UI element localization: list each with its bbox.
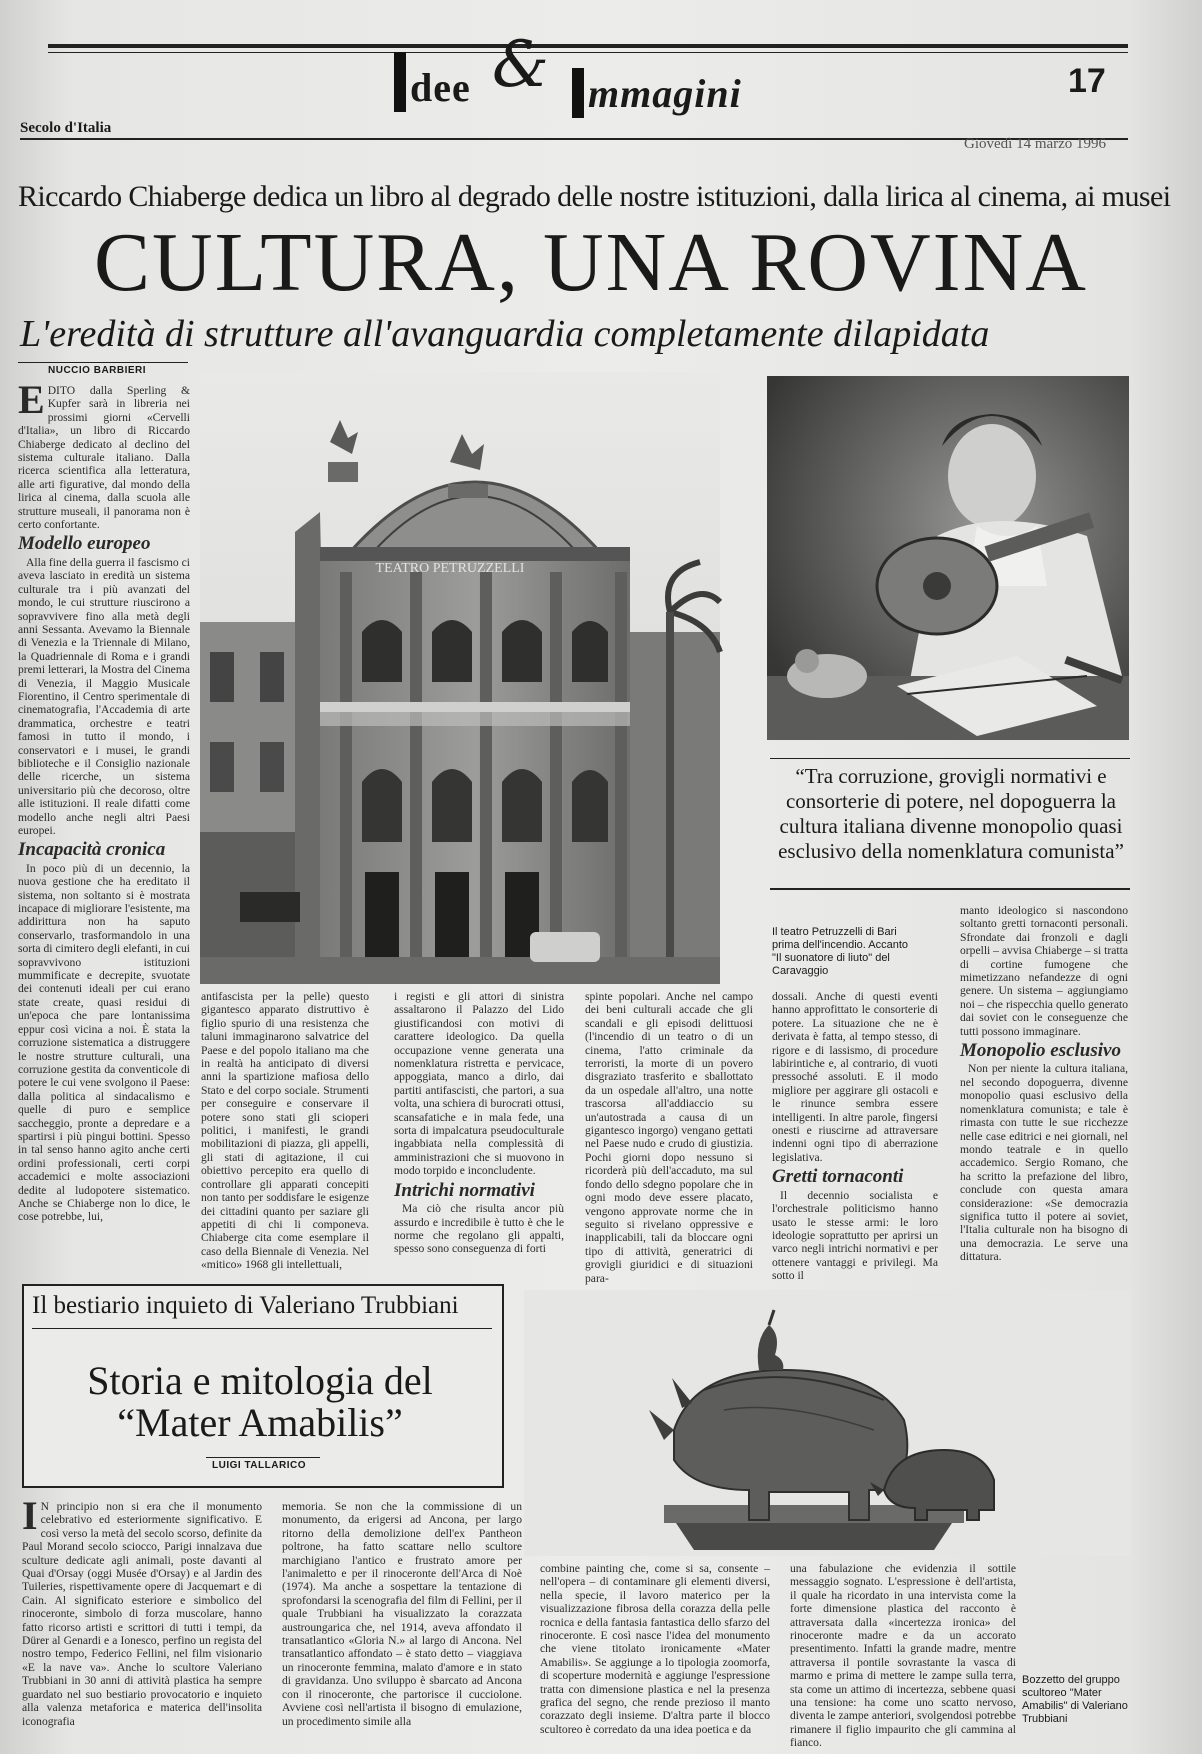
column-2-text: antifascista per la pelle) questo gigantesco apparato distruttivo è figlio spurio di una resistenza che taluni immaginarono salvatrice del Paese e del popolo italiano ma che in realtà ha anticipato di diversi anni la spartizione mafiosa dello Stato e del corpo sociale. Strumenti per conseguire e conservare il potere sono stati gli scioperi politici, i manifesti, le grandi mobilitazioni di piazza, gli appelli, gli stati di agitazione, il cui obiettivo percepito era quello di controllare gli apparati concepiti non tanto per soddisfare le esigenze dei cittadini quanto per saziare gli appetiti di chi li componeva. Chiaberge cita come esemplare il caso della Biennale di Venezia. Nel «mitico» 1968 gli intellettuali, [201, 990, 369, 1272]
section-text-modello: Alla fine della guerra il fascismo ci aveva lasciato in eredità un sistema culturale tra i più avanzati del mondo, le cui strutture riuscirono a sopravvivere fino alla metà degli anni Sessanta. Avevamo la Biennale di Venezia e la Triennale di Milano, la Quadriennale di Roma e i grandi premi letterari, la Mostra del Cinema di Venezia, il Maggio Musicale Fiorentino, il Centro sperimentale di cinematografia, l'Accademia di arte drammatica, orchestre e teatri famosi in tutto il mondo, i conservatori e i musei, le grandi biblioteche e il Consiglio nazionale delle ricerche, un sistema universitario più che decoroso, oltre alle istituzioni. Il reale difatti come modello anche negli altri Paesi europei. [18, 555, 190, 837]
section-heading-gretti: Gretti tornaconti [772, 1166, 904, 1188]
issue-date: Giovedì 14 marzo 1996 [964, 136, 1107, 152]
column-6-text: manto ideologico si nascondono soltanto gretti tornaconti personali. Sfrondate dai fronzoli e dagli orpelli – avvisa Chiaberge – si tratta di cortine fumogene che mimetizzano nefandezze di ogni genere. Un sistema – aggiungiamo noi – che rispecchia quello generato dai soviet con le conseguenze che tutti possono immaginare. [960, 904, 1128, 1038]
section-text-gretti: Il decennio socialista e l'orchestrale politicismo hanno usato le stesse armi: le loro ideologie soprattutto per aprirsi un varco negli intrichi normativi e per ottenere vantaggi e privilegi. Ma sotto il [772, 1188, 938, 1283]
section-title-part2: mmagini [588, 71, 742, 116]
secondary-column-4 [790, 1562, 1016, 1750]
column-4-text: spinte popolari. Anche nel campo dei beni culturali accade che gli scandali e gli episodi delittuosi (l'incendio di un teatro o di un cinema, l'atto criminale da terroristi, la morte di un povero disgraziato trasferito e sballottato da un ospedale all'altro, una notte trascorsa all'addiaccio su un'autostrada a causa di un gigantesco ingorgo) vengano gettati nel Paese nudo e crudo di giustizia. Pochi giorni dopo nessuno si ricorderà più dell'accaduto, ma sul fondo dello sdegno popolare che in ogni modo deve essere placato, vengono approvate norme che in seguito si rivelano oppressive e inapplicabili, tali da bloccare ogni tipo di attività, generatrici di grovigli giuridici e di situazioni para- [585, 990, 753, 1285]
article-column-6 [960, 904, 1128, 1264]
secondary-column-1 [22, 1493, 262, 1730]
secondary-column-2-text: memoria. Se non che la commissione di un monumento, da erigersi ad Ancona, per largo ritorno della demolizione dell'ex Pantheon poltrone, ha fatto scattare nello scultore marchigiano l'antico e frustrato amore per l'animaletto e per il rinoceronte dell'Arca di Noè (1974). Ma anche a sospettare la tentazione di sprofondarsi la scenografia del film di Fellini, per il quale Trubbiani ha visualizzato la corazzata austroungarica che, nel 1914, aveva affondato il transatlantico «Gloria N.» al largo di Ancona. Nel transatlantico affondato – è stato detto – viaggiava un rinoceronte femmina, malato d'amore e in stato di gravidanza. Uno sviluppo è sbarcato ad Ancona con il rinoceronte, che partorisce il cucciolone. Avviene così nell'artista il bisogno di emulazione, un procedimento simile alla [282, 1500, 522, 1728]
article-byline: NUCCIO BARBIERI [48, 365, 147, 376]
article-column-2 [201, 990, 369, 1272]
secondary-column-1-text: N principio non si era che il monumento celebrativo ed esteriormente significativo. E così verso la metà del secolo scorso, definite da Paul Morand secolo sciocco, Parigi innalzava due sculture dedicate agli animali, poste davanti al Quai d'Orsay (oggi Musée d'Orsay) e al Jardin des Tuileries, rispettivamente opere di Jacquemart e di Cain. Al significato esteriore e simbolico del rinoceronte, simbolo di forza muscolare, hanno fatto ricorso artisti e scrittori di tutti i tempi, da Dürer al Genardi e a Ionesco, perfino un regista del nostro tempo, Federico Fellini, nel film visionario «E la nave va». Anche lo scultore Valeriano Trubbiani in 30 anni di attività plastica ha sempre guardato nel suo bestiario provocatorio e inquieto alla valenza metaforica e materica dell'insolita iconografia [22, 1500, 262, 1728]
secondary-title: Storia e mitologia del “Mater Amabilis” [87, 1358, 433, 1445]
column-5-text: dossali. Anche di questi eventi hanno approfittato le consorterie di potere. La situazione che ne è derivata è fatta, al tempo stesso, di rigore e di lassismo, di procedure labirintiche e, al contrario, di vuoti pressoché assoluti. E il modo migliore per aggirare gli ostacoli e le rinunce sembra essere intelligenti. In altre parole, fingersi onesti e riuscirne ad attraversare indenni ogni tipo di aberrazione legislativa. [772, 990, 938, 1164]
article-intro: DITO dalla Sperling & Kupfer sarà in libreria nei prossimi giorni «Cervelli d'Italia», un libro di Riccardo Chiaberge dedicato al declino del sistema culturale italiano. Dalla ricerca scientifica alla letteratura, alle arti figurative, dal mondo della lirica al cinema, dalla scuola alle strutture museali, il panorama non è certo confortante. [18, 384, 190, 532]
column-3-text: i registi e gli attori di sinistra assaltarono il Palazzo del Lido giustificandosi con motivi di carattere ideologico. Da quella occupazione venne generata una nomenklatura ristretta e pervicace, appoggiata, manco a dirlo, dai partiti antifascisti, che partori, a sua volta, una schiera di burocrati ottusi, scansafatiche e in mala fede, una sorta di impalcatura pseudoculturale ingabbiata nella complessità di amministrazioni che si muovono in modo torpido e inconcludente. [394, 990, 564, 1178]
section-bar-1 [394, 52, 406, 112]
secondary-column-3 [540, 1562, 770, 1736]
article-kicker: Riccardo Chiaberge dedica un libro al degrado delle nostre istituzioni, dalla lirica al cinema, ai musei [18, 180, 1171, 213]
article-headline: CULTURA, UNA ROVINA [94, 216, 1088, 309]
photo-caption: Il teatro Petruzzelli di Bari prima dell'incendio. Accanto "Il suonatore di liuto" del Caravaggio [772, 926, 909, 977]
secondary-rule [32, 1328, 492, 1329]
secondary-drop-cap: I [22, 1493, 38, 1538]
secondary-column-2 [282, 1500, 522, 1730]
pull-quote: “Tra corruzione, grovigli normativi e consorterie di potere, nel dopoguerra la cultura italiana divenne monopolio quasi esclusivo della nomenklatura comunista” [778, 764, 1124, 863]
section-heading-modello: Modello europeo [18, 533, 151, 555]
secondary-column-4-text: una fabulazione che evidenzia il sottile messaggio sognato. L'espressione è dell'artista, il quale ha ricordato in una intervista come la forte dimensione plastica del racconto è attraversata dalla «incertezza ironica» del rinoceronte madre e da un accorato presentimento. Infatti la grande madre, mentre attraversa il pontile sovrastante la vasca di marmo e prima di mettere le zampe sulla terra, sta come un attimo di incertezza, sebbene quasi una tensione: ha come uno scatto nervoso, diventa le zampe anteriori, svolgendosi potrebbe rimanere il figlio impaurito che gli cammina al fianco. [790, 1562, 1016, 1750]
section-heading-incapacita: Incapacità cronica [18, 839, 166, 861]
article-column-4 [585, 990, 753, 1285]
section-text-intrichi: Ma ciò che risulta ancor più assurdo e incredibile è tutto è che le norme che regolano gli appalti, spesso sono conseguenza di forti [394, 1202, 564, 1256]
secondary-column-3-text: combine painting che, come si sa, consente – nell'opera – di contaminare gli elementi diversi, nella specie, il lavoro materico per la visualizzazione fibrosa della corazza della pelle rocnica e della fantasia fantastica dello sfarzo del rinoceronte. E così nasce l'idea del monumento che viene titolato ironicamente «Mater Amabilis». Se aggiunge a lo tipologia zoomorfa, di scoperture modernità e aggiunge l'espressione tratta con dimensione plastica e nel la presenza grafica del segno, che rende prezioso il manto corazzato degli insieme. D'altra parte il blocco scultoreo è corredato da una idea poetica e da [540, 1562, 770, 1736]
section-bar-2 [572, 68, 584, 118]
secondary-byline: LUIGI TALLARICO [212, 1460, 306, 1471]
section-ampersand: & [492, 28, 549, 102]
masthead-rule [20, 138, 1128, 140]
article-column-5 [772, 990, 938, 1283]
page-number: 17 [1068, 62, 1106, 100]
theatre-photo [200, 372, 720, 984]
top-rule [48, 44, 1128, 48]
section-title-part1: dee [410, 65, 471, 110]
section-heading-intrichi: Intrichi normativi [394, 1179, 535, 1201]
paper-name: Secolo d'Italia [20, 120, 112, 136]
sculpture-caption: Bozzetto del gruppo scultoreo "Mater Amabilis" di Valeriano Trubbiani [1022, 1674, 1128, 1725]
secondary-byline-rule [206, 1457, 320, 1458]
section-text-incapacita: In poco più di un decennio, la nuova gestione che ha ereditato il sistema, non soltanto si è mostrata incapace di migliorare l'esistente, ma addirittura non ha saputo conservarlo, trasformandolo in una sorta di cimitero degli elefanti, in cui sopravvivono istituzioni mummificate e decrepite, svuotate dei contenuti ideali per cui erano state create, quasi residui di un'epoca che pare lontanissima eppur così vicina a noi. È stata la corruzione sistematica a distruggere le nostre strutture culturali, una corruzione gestita da conventicole di potere le cui vene svolgono il Paese: dalla politica al sindacalismo e quelle di puro e semplice saccheggio, pronte a depredare e a spartirsi i più pingui bottini. Spesso in tal senso hanno agito anche certi ordini professionali, certi corpi accademici e molte associazioni dedite al ludopotere sistematico. Anche se Chiaberge non lo dice, le cose potrebbe, lui, [18, 861, 190, 1224]
quote-rule-top [770, 758, 1130, 759]
top-rule-thin [48, 52, 1128, 53]
caravaggio-painting [767, 376, 1129, 740]
article-column-3 [394, 990, 564, 1256]
sculpture-photo [524, 1290, 1130, 1556]
byline-rule [18, 362, 188, 363]
secondary-kicker: Il bestiario inquieto di Valeriano Trubbiani [32, 1292, 459, 1319]
theatre-sign: TEATRO PETRUZZELLI [375, 561, 525, 576]
quote-rule-bottom [770, 888, 1130, 890]
drop-cap: E [18, 377, 45, 422]
section-text-monopolio: Non per niente la cultura italiana, nel secondo dopoguerra, divenne monopolio quasi esclusivo della nomenklatura comunista; e tale è rimasta con tutte le sue ricchezze nelle case editrici e nei giornali, nel mondo teatrale e in quello accademico. Sergio Romano, che ha scritto la prefazione del libro, conclude con questa amara considerazione: «Se democrazia significa tutto il potere ai soviet, l'Italia culturale non ha bisogno di una democrazia. Le serve una dittatura. [960, 1062, 1128, 1264]
section-heading-monopolio: Monopolio esclusivo [960, 1040, 1121, 1062]
article-column-1 [18, 377, 190, 1224]
article-subhead: L'eredità di strutture all'avanguardia completamente dilapidata [20, 313, 990, 355]
